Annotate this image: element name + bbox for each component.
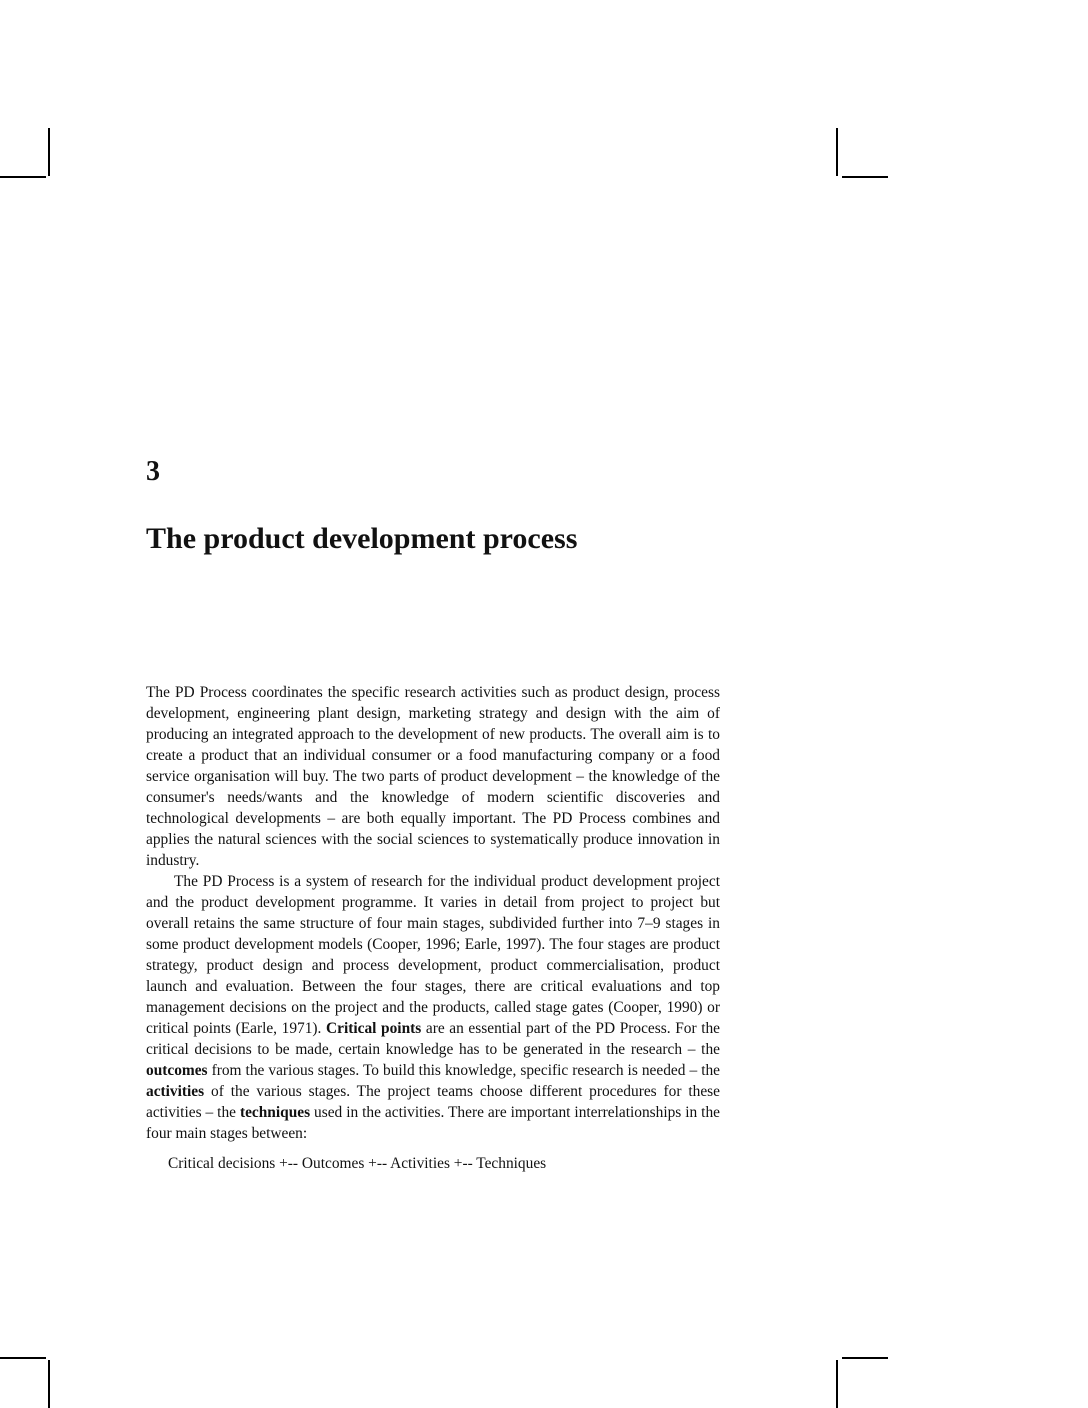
crop-mark-bottom-left-vertical: [48, 1360, 50, 1408]
paragraph-2-text: from the various stages. To build this knowledge, specific research is needed – the: [207, 1062, 720, 1079]
term-critical-points: Critical points: [326, 1020, 422, 1037]
crop-mark-top-left-horizontal: [0, 176, 46, 178]
crop-mark-bottom-right-vertical: [836, 1360, 838, 1408]
paragraph-2: [146, 871, 720, 1144]
paragraph-1: The PD Process coordinates the specific research activities such as product design, process development, engineering plant design, marketing strategy and design with the aim of producing an integrated approach to the development of new products. The overall aim is to create a product that an individual consumer or a food manufacturing company or a food service organisation will buy. The two parts of product development – the knowledge of the consumer's needs/wants and the knowledge of modern scientific discoveries and technological developments – are both equally important. The PD Process combines and applies the natural sciences with the social sciences to systematically produce innovation in industry.: [146, 684, 720, 869]
crop-mark-top-left-vertical: [48, 128, 50, 176]
term-techniques: techniques: [239, 1104, 311, 1121]
crop-mark-top-right-horizontal: [842, 176, 888, 178]
paragraph-2-text: used in the activities. There are important interrelationships in the four main stages between:: [146, 1104, 720, 1142]
term-activities: activities: [146, 1083, 205, 1100]
paragraph-2-text: of the various stages. The project teams choose different procedures for these activities – the: [146, 1083, 720, 1121]
crop-mark-bottom-left-horizontal: [0, 1357, 46, 1359]
chapter-title: The product development process: [146, 522, 578, 555]
chapter-number: 3: [146, 456, 160, 487]
body-text: [146, 682, 720, 1174]
crop-mark-bottom-right-horizontal: [842, 1357, 888, 1359]
paragraph-2-text: The PD Process is a system of research for the individual product development project and the product development programme. It varies in detail from project to project but overall retains the same structure of four main stages, subdivided further into 7–9 stages in some product development models (Cooper, 1996; Earle, 1997). The four stages are product strategy, product design and process development, product commercialisation, product launch and evaluation. Between the four stages, there are critical evaluations and top management decisions on the project and the products, called stage gates (Cooper, 1990) or critical points (Earle, 1971).: [146, 873, 720, 1037]
crop-mark-top-right-vertical: [836, 128, 838, 176]
term-outcomes: outcomes: [146, 1062, 208, 1079]
process-flow-line: Critical decisions +-- Outcomes +-- Activities +-- Techniques: [168, 1155, 547, 1172]
paragraph-2-text: are an essential part of the PD Process. For the critical decisions to be made, certain knowledge has to be generated in the research – the: [146, 1020, 721, 1058]
